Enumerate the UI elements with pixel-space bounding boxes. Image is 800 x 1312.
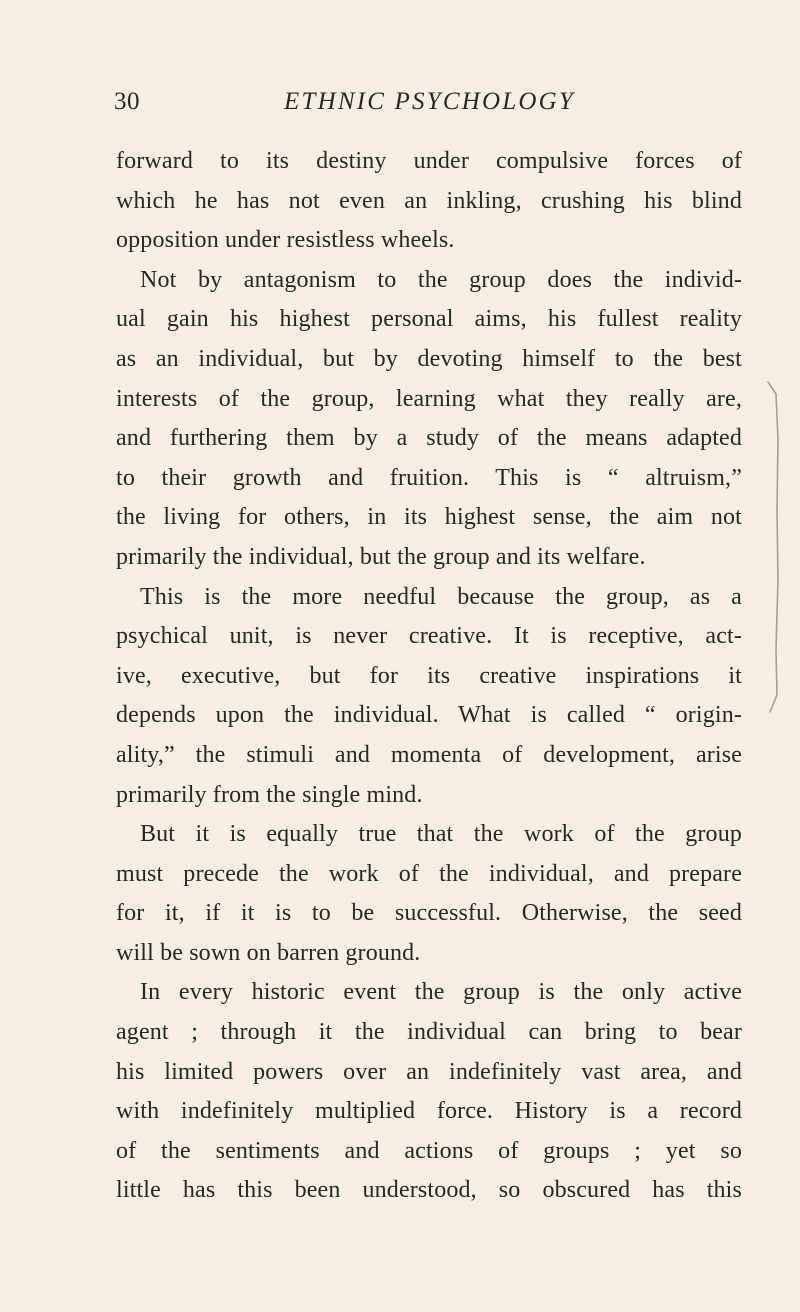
- text-line: to their growth and fruition. This is “ altruism,”: [116, 464, 742, 491]
- text-line: But it is equally true that the work of the group: [140, 821, 742, 848]
- text-line: opposition under resistless wheels.: [116, 227, 455, 254]
- body-text: [116, 142, 742, 1211]
- text-line: and furthering them by a study of the means adapted: [116, 425, 742, 452]
- text-line: ality,” the stimuli and momenta of development, arise: [116, 741, 742, 768]
- text-line: ive, executive, but for its creative inspirations it: [116, 662, 742, 689]
- text-line: agent ; through it the individual can bring to bear: [116, 1019, 742, 1046]
- text-line: his limited powers over an indefinitely vast area, and: [116, 1058, 742, 1085]
- page-header: [114, 88, 744, 122]
- text-line: as an individual, but by devoting himself to the best: [116, 345, 742, 372]
- running-title: ETHNIC PSYCHOLOGY: [284, 88, 575, 115]
- text-line: of the sentiments and actions of groups ; yet so: [116, 1137, 742, 1164]
- text-line: primarily the individual, but the group and its welfare.: [116, 543, 646, 570]
- text-line: which he has not even an inkling, crushing his blind: [116, 187, 742, 214]
- pencil-margin-mark: [756, 380, 786, 720]
- text-line: the living for others, in its highest sense, the aim not: [116, 504, 742, 531]
- text-line: little has this been understood, so obscured has this: [116, 1177, 742, 1204]
- text-line: This is the more needful because the group, as a: [140, 583, 742, 610]
- text-line: for it, if it is to be successful. Otherwise, the seed: [116, 900, 742, 927]
- text-line: ual gain his highest personal aims, his fullest reality: [116, 306, 742, 333]
- text-line: will be sown on barren ground.: [116, 939, 421, 966]
- text-line: must precede the work of the individual, and prepare: [116, 860, 742, 887]
- text-line: Not by antagonism to the group does the individ-: [140, 266, 742, 293]
- text-line: interests of the group, learning what they really are,: [116, 385, 742, 412]
- text-line: depends upon the individual. What is called “ origin-: [116, 702, 742, 729]
- text-line: primarily from the single mind.: [116, 781, 423, 808]
- page-number: 30: [114, 88, 140, 115]
- text-line: with indefinitely multiplied force. History is a record: [116, 1098, 742, 1125]
- text-line: psychical unit, is never creative. It is receptive, act-: [116, 623, 742, 650]
- text-line: In every historic event the group is the only active: [140, 979, 742, 1006]
- text-line: forward to its destiny under compulsive forces of: [116, 148, 742, 174]
